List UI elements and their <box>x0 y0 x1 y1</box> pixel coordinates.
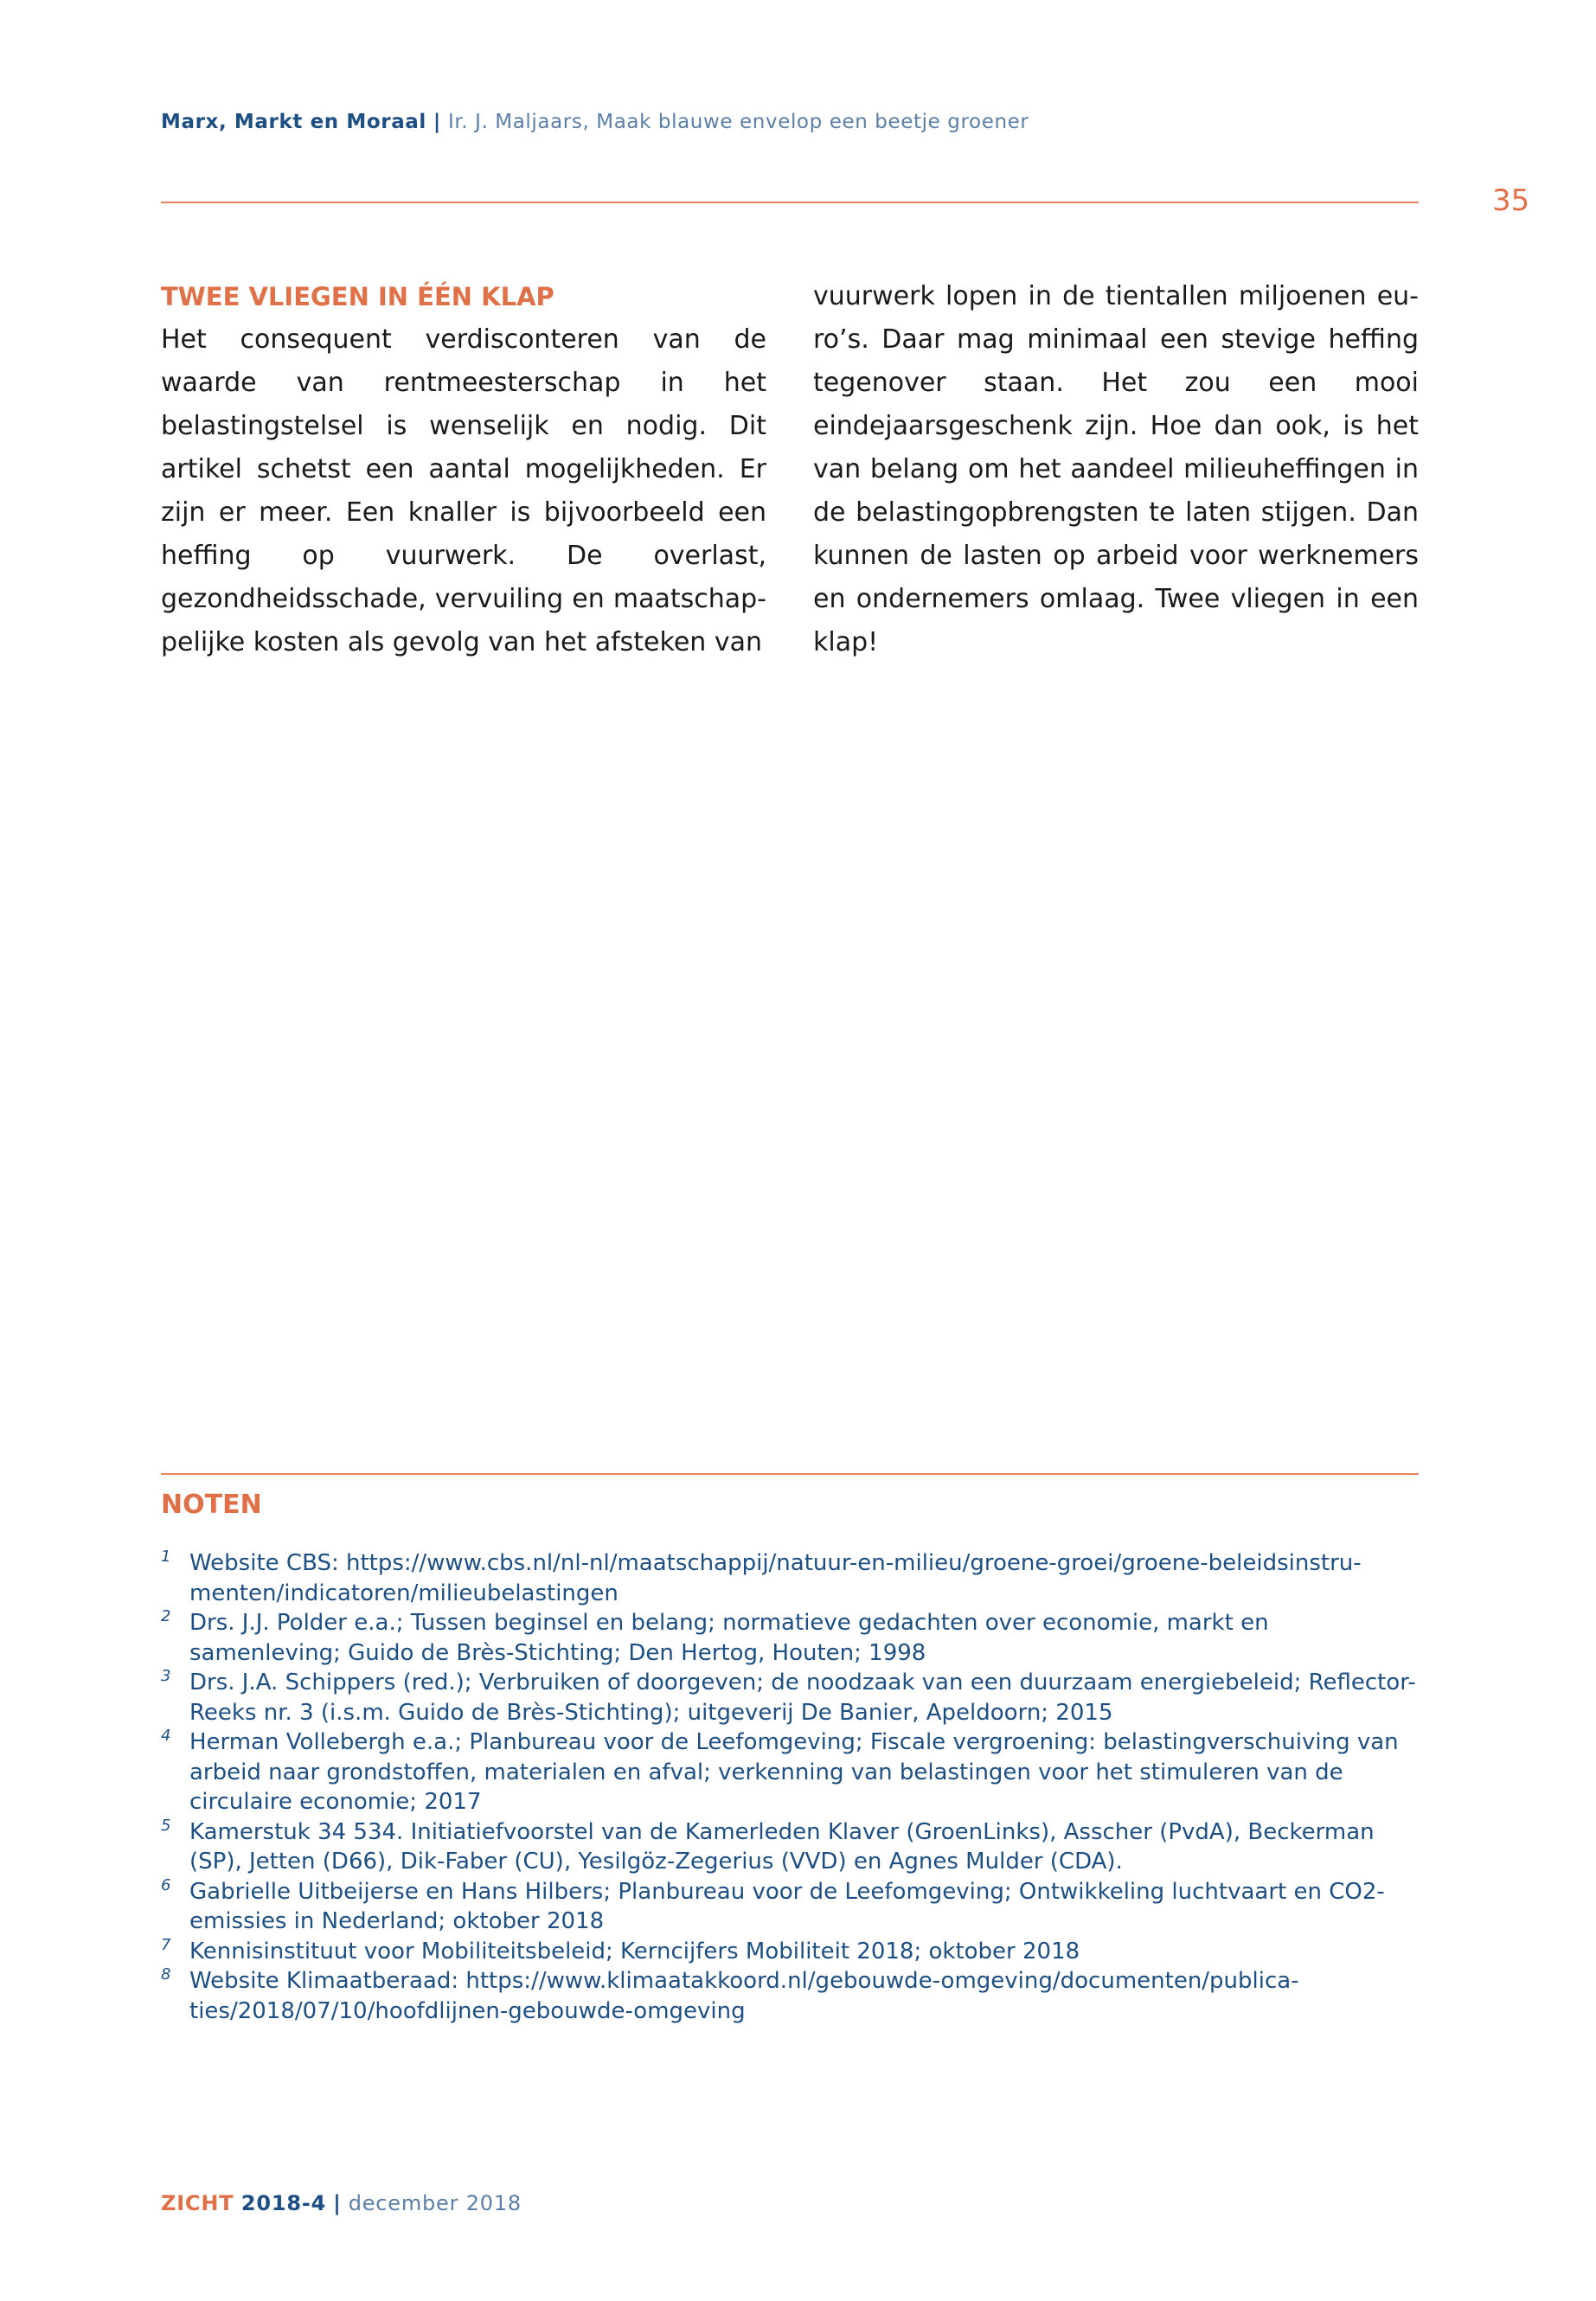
note-item <box>161 1817 1424 1877</box>
body-paragraph-right: vuurwerk lopen in de tientallen miljoenen euro’s. Daar mag minimaal een stevige heffing tegenover staan. Het zou een mooi eindejaarsgeschenk zijn. Hoe dan ook, is het van belang om het aandeel milieuheffingen in de belastingopbrengsten te laten stijgen. Dan kunnen de lasten op arbeid voor werknemers en ondernemers omlaag. Twee vliegen in een klap! <box>813 281 1419 657</box>
body-paragraph-left: Het consequent verdisconteren van de waarde van rentmeesterschap in het belastingstelsel is wenselijk en nodig. Dit artikel schetst een aantal mogelijkheden. Er zijn er meer. Een knaller is bijvoorbeeld een heffing op vuurwerk. De overlast, gezondheidsschade, vervuiling en maatschappelijke kosten als gevolg van het afsteken van <box>161 324 766 657</box>
issue-number: 2018-4 <box>240 2191 327 2215</box>
notes-title: NOTEN <box>161 1490 262 1520</box>
page-number: 35 <box>1492 183 1530 218</box>
note-text: Website CBS: https://www.cbs.nl/nl-nl/maatschappij/natuur-en-milieu/groene-groei/groene-beleidsinstrumenten/indicatoren/milieubelastingen <box>189 1550 1362 1606</box>
header-separator: | <box>433 111 441 133</box>
notes-list <box>161 1548 1424 2026</box>
running-footer <box>161 2191 522 2215</box>
note-text: Herman Vollebergh e.a.; Planbureau voor de Leefomgeving; Fiscale vergroening: belastingverschuiving van arbeid naar grondstoffen, materialen en afval; verkenning van belastingen voor het stimuleren van de circulaire economie; 2017 <box>189 1729 1399 1815</box>
section-heading: TWEE VLIEGEN IN ÉÉN KLAP <box>161 282 554 311</box>
header-divider <box>161 202 1419 203</box>
note-text: Drs. J.A. Schippers (red.); Verbruiken of doorgeven; de noodzaak van een duurzaam energiebeleid; Reflector-Reeks nr. 3 (i.s.m. Guido de Brès-Stichting); uitgeverij De Banier, Apeldoorn; 2015 <box>189 1670 1416 1726</box>
note-item <box>161 1608 1424 1668</box>
note-text: Drs. J.J. Polder e.a.; Tussen beginsel en belang; normatieve gedachten over economie, markt en samenleving; Guido de Brès-Stichting; Den Hertog, Houten; 1998 <box>189 1610 1269 1666</box>
note-item <box>161 1727 1424 1817</box>
note-text: Gabrielle Uitbeijerse en Hans Hilbers; Planbureau voor de Leefomgeving; Ontwikkeling luchtvaart en CO2-emissies in Nederland; oktober 2018 <box>189 1878 1385 1934</box>
note-item <box>161 1668 1424 1727</box>
body-column-right <box>813 275 1419 664</box>
article-credit: Ir. J. Maljaars, Maak blauwe envelop een beetje groener <box>447 111 1029 133</box>
running-header <box>161 111 1029 133</box>
note-item <box>161 1877 1424 1937</box>
note-text: Website Klimaatberaad: https://www.klimaatakkoord.nl/gebouwde-omgeving/documenten/publicaties/2018/07/10/hoofdlijnen-gebouwde-omgeving <box>189 1968 1299 2024</box>
note-item <box>161 1937 1424 1967</box>
note-number: 7 <box>161 1935 171 1954</box>
note-text: Kamerstuk 34 534. Initiatiefvoorstel van de Kamerleden Klaver (GroenLinks), Asscher (PvdA), Beckerman (SP), Jetten (D66), Dik-Faber (CU), Yesilgöz-Zegerius (VVD) en Agnes Mulder (CDA). <box>189 1818 1375 1875</box>
body-column-left <box>161 275 766 664</box>
note-item <box>161 1548 1424 1608</box>
issue-date: december 2018 <box>348 2191 522 2215</box>
note-number: 6 <box>161 1875 171 1894</box>
magazine-brand: ZICHT <box>161 2191 234 2215</box>
note-text: Kennisinstituut voor Mobiliteitsbeleid; Kerncijfers Mobiliteit 2018; oktober 2018 <box>189 1938 1080 1965</box>
note-item <box>161 1966 1424 2026</box>
magazine-title: Marx, Markt en Moraal <box>161 111 426 133</box>
footer-separator: | <box>333 2191 342 2215</box>
note-number: 2 <box>161 1607 171 1625</box>
note-number: 3 <box>161 1667 171 1685</box>
notes-divider <box>161 1473 1419 1475</box>
note-number: 1 <box>161 1548 171 1566</box>
note-number: 8 <box>161 1965 171 1984</box>
note-number: 4 <box>161 1727 171 1745</box>
note-number: 5 <box>161 1816 171 1835</box>
